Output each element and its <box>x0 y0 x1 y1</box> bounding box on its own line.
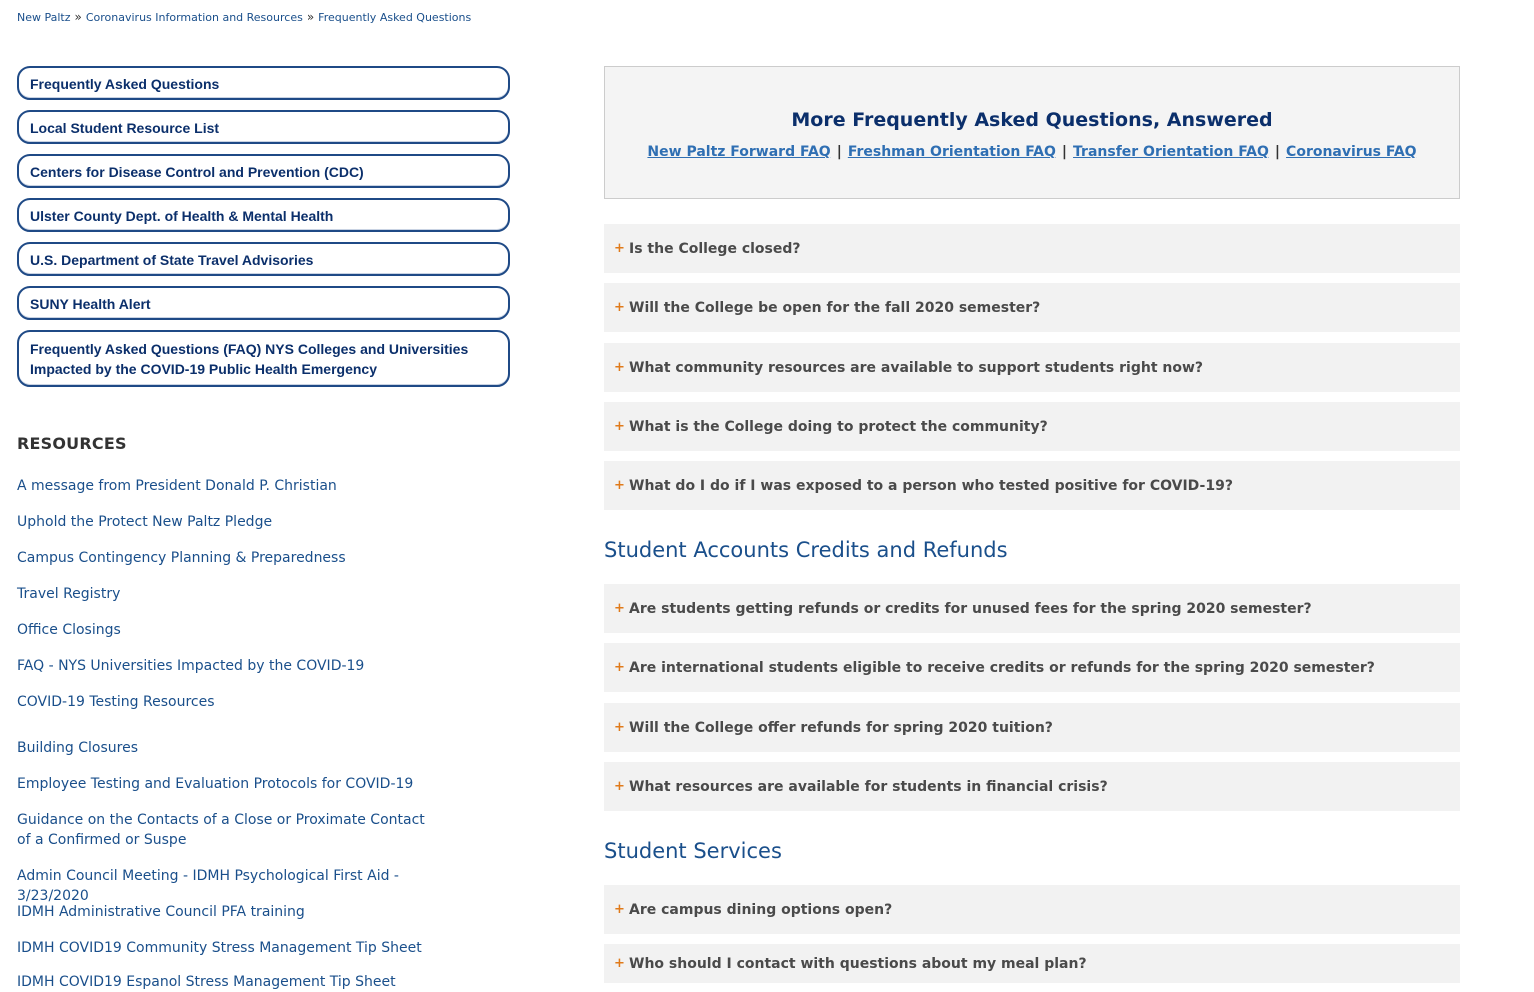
faq-question: What is the College doing to protect the community? <box>629 418 1048 435</box>
breadcrumb-separator: » <box>74 10 82 24</box>
faq-question: Will the College be open for the fall 2020 semester? <box>629 299 1041 316</box>
faq-question: Are international students eligible to receive credits or refunds for the spring 2020 semester? <box>629 659 1375 676</box>
faq-question: What do I do if I was exposed to a person who tested positive for COVID-19? <box>629 477 1233 494</box>
breadcrumb <box>17 10 471 24</box>
plus-icon: + <box>614 241 625 256</box>
list-item <box>17 902 305 922</box>
resource-link[interactable]: Admin Council Meeting - IDMH Psychological First Aid - 3/23/2020 <box>17 868 399 904</box>
resource-link[interactable]: IDMH COVID19 Espanol Stress Management Tip Sheet <box>17 974 396 990</box>
plus-icon: + <box>614 419 625 434</box>
faq-item[interactable] <box>604 224 1460 273</box>
faq-item[interactable] <box>604 762 1460 811</box>
list-item <box>17 866 457 906</box>
more-faq-panel <box>604 66 1460 199</box>
resource-link[interactable]: Guidance on the Contacts of a Close or Proximate Contact of a Confirmed or Suspe <box>17 812 425 848</box>
faq-item[interactable] <box>604 885 1460 934</box>
nys-colleges-faq-button[interactable]: Frequently Asked Questions (FAQ) NYS Colleges and Universities Impacted by the COVID-19 Public Health Emergency <box>17 330 510 387</box>
resource-link[interactable]: Campus Contingency Planning & Preparedness <box>17 550 346 566</box>
resource-link[interactable]: A message from President Donald P. Christian <box>17 478 337 494</box>
resources-heading: RESOURCES <box>17 434 127 453</box>
resource-link[interactable]: COVID-19 Testing Resources <box>17 694 215 710</box>
resource-link[interactable]: IDMH Administrative Council PFA training <box>17 904 305 920</box>
resource-link[interactable]: Office Closings <box>17 622 121 638</box>
list-item <box>17 810 437 850</box>
plus-icon: + <box>614 660 625 675</box>
list-item <box>17 972 396 992</box>
list-item <box>17 938 422 958</box>
list-item <box>17 476 337 496</box>
link-separator: | <box>1061 144 1068 160</box>
breadcrumb-separator: » <box>306 10 315 24</box>
faq-question: Will the College offer refunds for spring 2020 tuition? <box>629 719 1053 736</box>
faq-question: Are campus dining options open? <box>629 901 893 918</box>
new-paltz-forward-faq-link[interactable]: New Paltz Forward FAQ <box>647 144 831 160</box>
plus-icon: + <box>614 779 625 794</box>
faq-item[interactable] <box>604 283 1460 332</box>
plus-icon: + <box>614 478 625 493</box>
faq-item[interactable] <box>604 402 1460 451</box>
suny-health-alert-button[interactable]: SUNY Health Alert <box>17 286 510 320</box>
list-item <box>17 512 272 532</box>
link-separator: | <box>836 144 842 160</box>
resource-link[interactable]: IDMH COVID19 Community Stress Management Tip Sheet <box>17 940 422 956</box>
faq-item[interactable] <box>604 584 1460 633</box>
faq-question: What community resources are available to support students right now? <box>629 359 1204 376</box>
local-student-resource-button[interactable]: Local Student Resource List <box>17 110 510 144</box>
link-separator: | <box>1274 144 1281 160</box>
list-item <box>17 620 121 640</box>
resource-link[interactable]: FAQ - NYS Universities Impacted by the COVID-19 <box>17 658 365 674</box>
breadcrumb-coronavirus[interactable]: Coronavirus Information and Resources <box>85 11 303 24</box>
faq-question: What resources are available for students in financial crisis? <box>629 778 1108 795</box>
faq-item[interactable] <box>604 343 1460 392</box>
faq-question: Are students getting refunds or credits for unused fees for the spring 2020 semester? <box>629 600 1312 617</box>
plus-icon: + <box>614 956 625 971</box>
plus-icon: + <box>614 902 625 917</box>
resource-link[interactable]: Travel Registry <box>17 586 121 602</box>
sidebar-nav <box>17 66 510 397</box>
list-item <box>17 584 120 604</box>
panel-links <box>605 144 1459 160</box>
faq-question: Who should I contact with questions about my meal plan? <box>629 955 1087 972</box>
faq-button[interactable]: Frequently Asked Questions <box>17 66 510 100</box>
resource-link[interactable]: Building Closures <box>17 740 138 756</box>
faq-item[interactable] <box>604 703 1460 752</box>
state-travel-advisories-button[interactable]: U.S. Department of State Travel Advisories <box>17 242 510 276</box>
ulster-county-health-button[interactable]: Ulster County Dept. of Health & Mental Health <box>17 198 510 232</box>
breadcrumb-new-paltz[interactable]: New Paltz <box>17 11 71 24</box>
list-item <box>17 656 364 676</box>
coronavirus-faq-link[interactable]: Coronavirus FAQ <box>1286 144 1417 160</box>
section-heading-services: Student Services <box>604 839 782 863</box>
list-item <box>17 692 215 712</box>
section-heading-accounts: Student Accounts Credits and Refunds <box>604 538 1008 562</box>
plus-icon: + <box>614 300 625 315</box>
cdc-button[interactable]: Centers for Disease Control and Prevention (CDC) <box>17 154 510 188</box>
plus-icon: + <box>614 720 625 735</box>
freshman-orientation-faq-link[interactable]: Freshman Orientation FAQ <box>847 144 1056 160</box>
plus-icon: + <box>614 360 625 375</box>
resource-link[interactable]: Uphold the Protect New Paltz Pledge <box>17 514 273 530</box>
faq-question: Is the College closed? <box>629 240 801 257</box>
transfer-orientation-faq-link[interactable]: Transfer Orientation FAQ <box>1073 144 1269 160</box>
resource-link[interactable]: Employee Testing and Evaluation Protocols for COVID-19 <box>17 776 414 792</box>
list-item <box>17 774 413 794</box>
breadcrumb-current[interactable]: Frequently Asked Questions <box>318 11 472 24</box>
faq-item[interactable] <box>604 643 1460 692</box>
panel-title: More Frequently Asked Questions, Answered <box>791 109 1273 131</box>
faq-item[interactable] <box>604 944 1460 983</box>
list-item <box>17 738 138 758</box>
faq-item[interactable] <box>604 461 1460 510</box>
plus-icon: + <box>614 601 625 616</box>
list-item <box>17 548 346 568</box>
